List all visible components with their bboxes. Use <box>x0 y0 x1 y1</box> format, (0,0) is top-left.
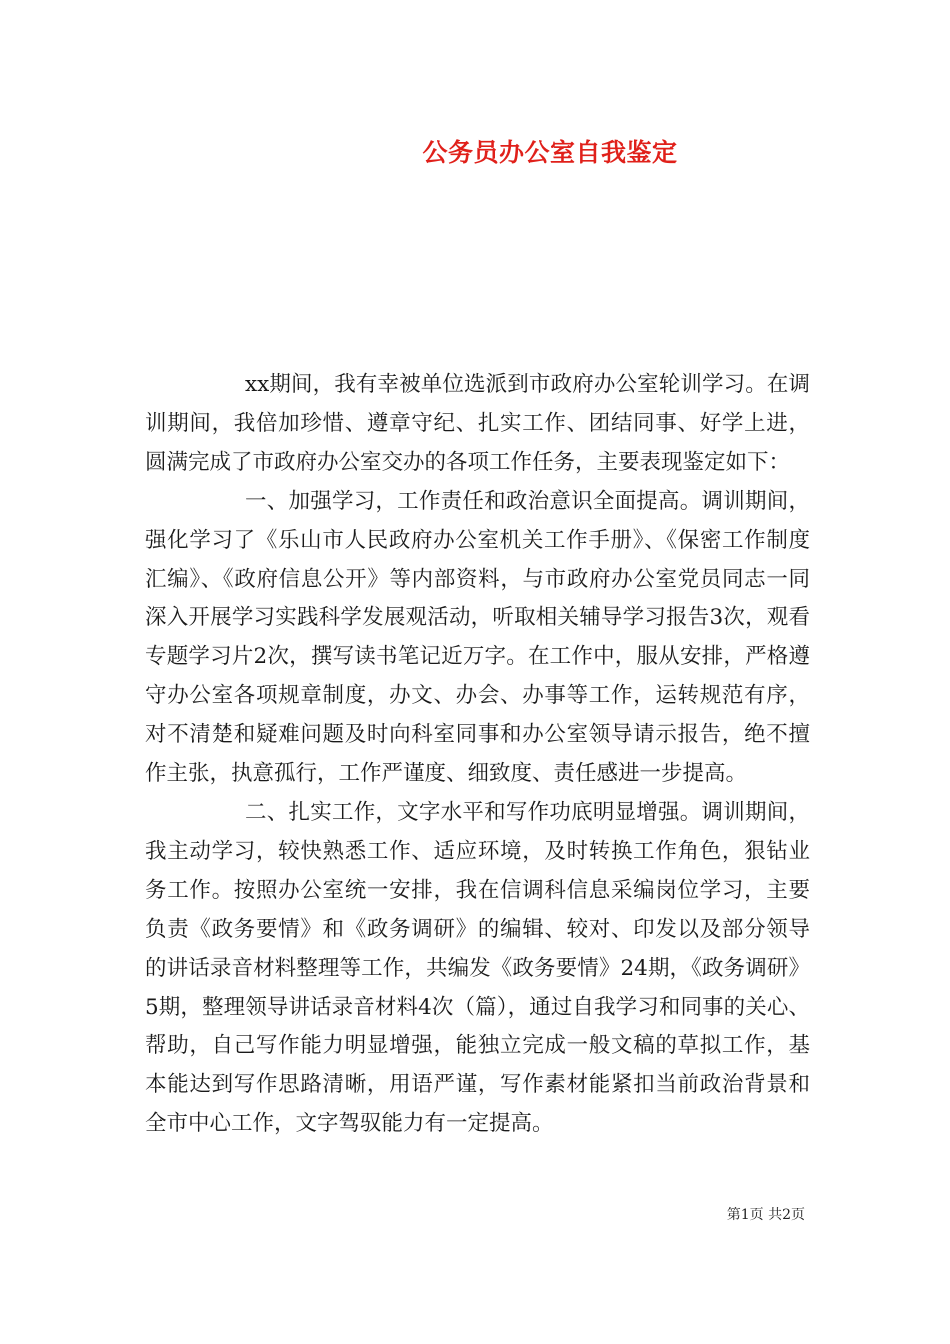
document-body <box>145 366 810 1144</box>
paragraph-section-one: 一、加强学习，工作责任和政治意识全面提高。调训期间，强化学习了《乐山市人民政府办公室机关工作手册》、《保密工作制度汇编》、《政府信息公开》等内部资料，与市政府办公室党员同志一同深入开展学习实践科学发展观活动，听取相关辅导学习报告3次，观看专题学习片2次，撰写读书笔记近万字。在工作中，服从安排，严格遵守办公室各项规章制度，办文、办会、办事等工作，运转规范有序，对不清楚和疑难问题及时向科室同事和办公室领导请示报告，绝不擅作主张，执意孤行，工作严谨度、细致度、责任感进一步提高。 <box>145 488 810 787</box>
paragraph-intro: xx期间，我有幸被单位选派到市政府办公室轮训学习。在调训期间，我倍加珍惜、遵章守纪、扎实工作、团结同事、好学上进，圆满完成了市政府办公室交办的各项工作任务，主要表现鉴定如下： <box>145 372 810 475</box>
page-number-footer: 第1页 共2页 <box>726 1207 805 1223</box>
page-title: 公务员办公室自我鉴定 <box>422 138 678 167</box>
paragraph-section-two: 二、扎实工作，文字水平和写作功底明显增强。调训期间，我主动学习，较快熟悉工作、适应环境，及时转换工作角色，狠钻业务工作。按照办公室统一安排，我在信调科信息采编岗位学习，主要负责《政务要情》和《政务调研》的编辑、较对、印发以及部分领导的讲话录音材料整理等工作，共编发《政务要情》24期，《政务调研》5期，整理领导讲话录音材料4次（篇），通过自我学习和同事的关心、帮助，自己写作能力明显增强，能独立完成一般文稿的草拟工作，基本能达到写作思路清晰，用语严谨，写作素材能紧扣当前政治背景和全市中心工作，文字驾驭能力有一定提高。 <box>145 799 810 1137</box>
